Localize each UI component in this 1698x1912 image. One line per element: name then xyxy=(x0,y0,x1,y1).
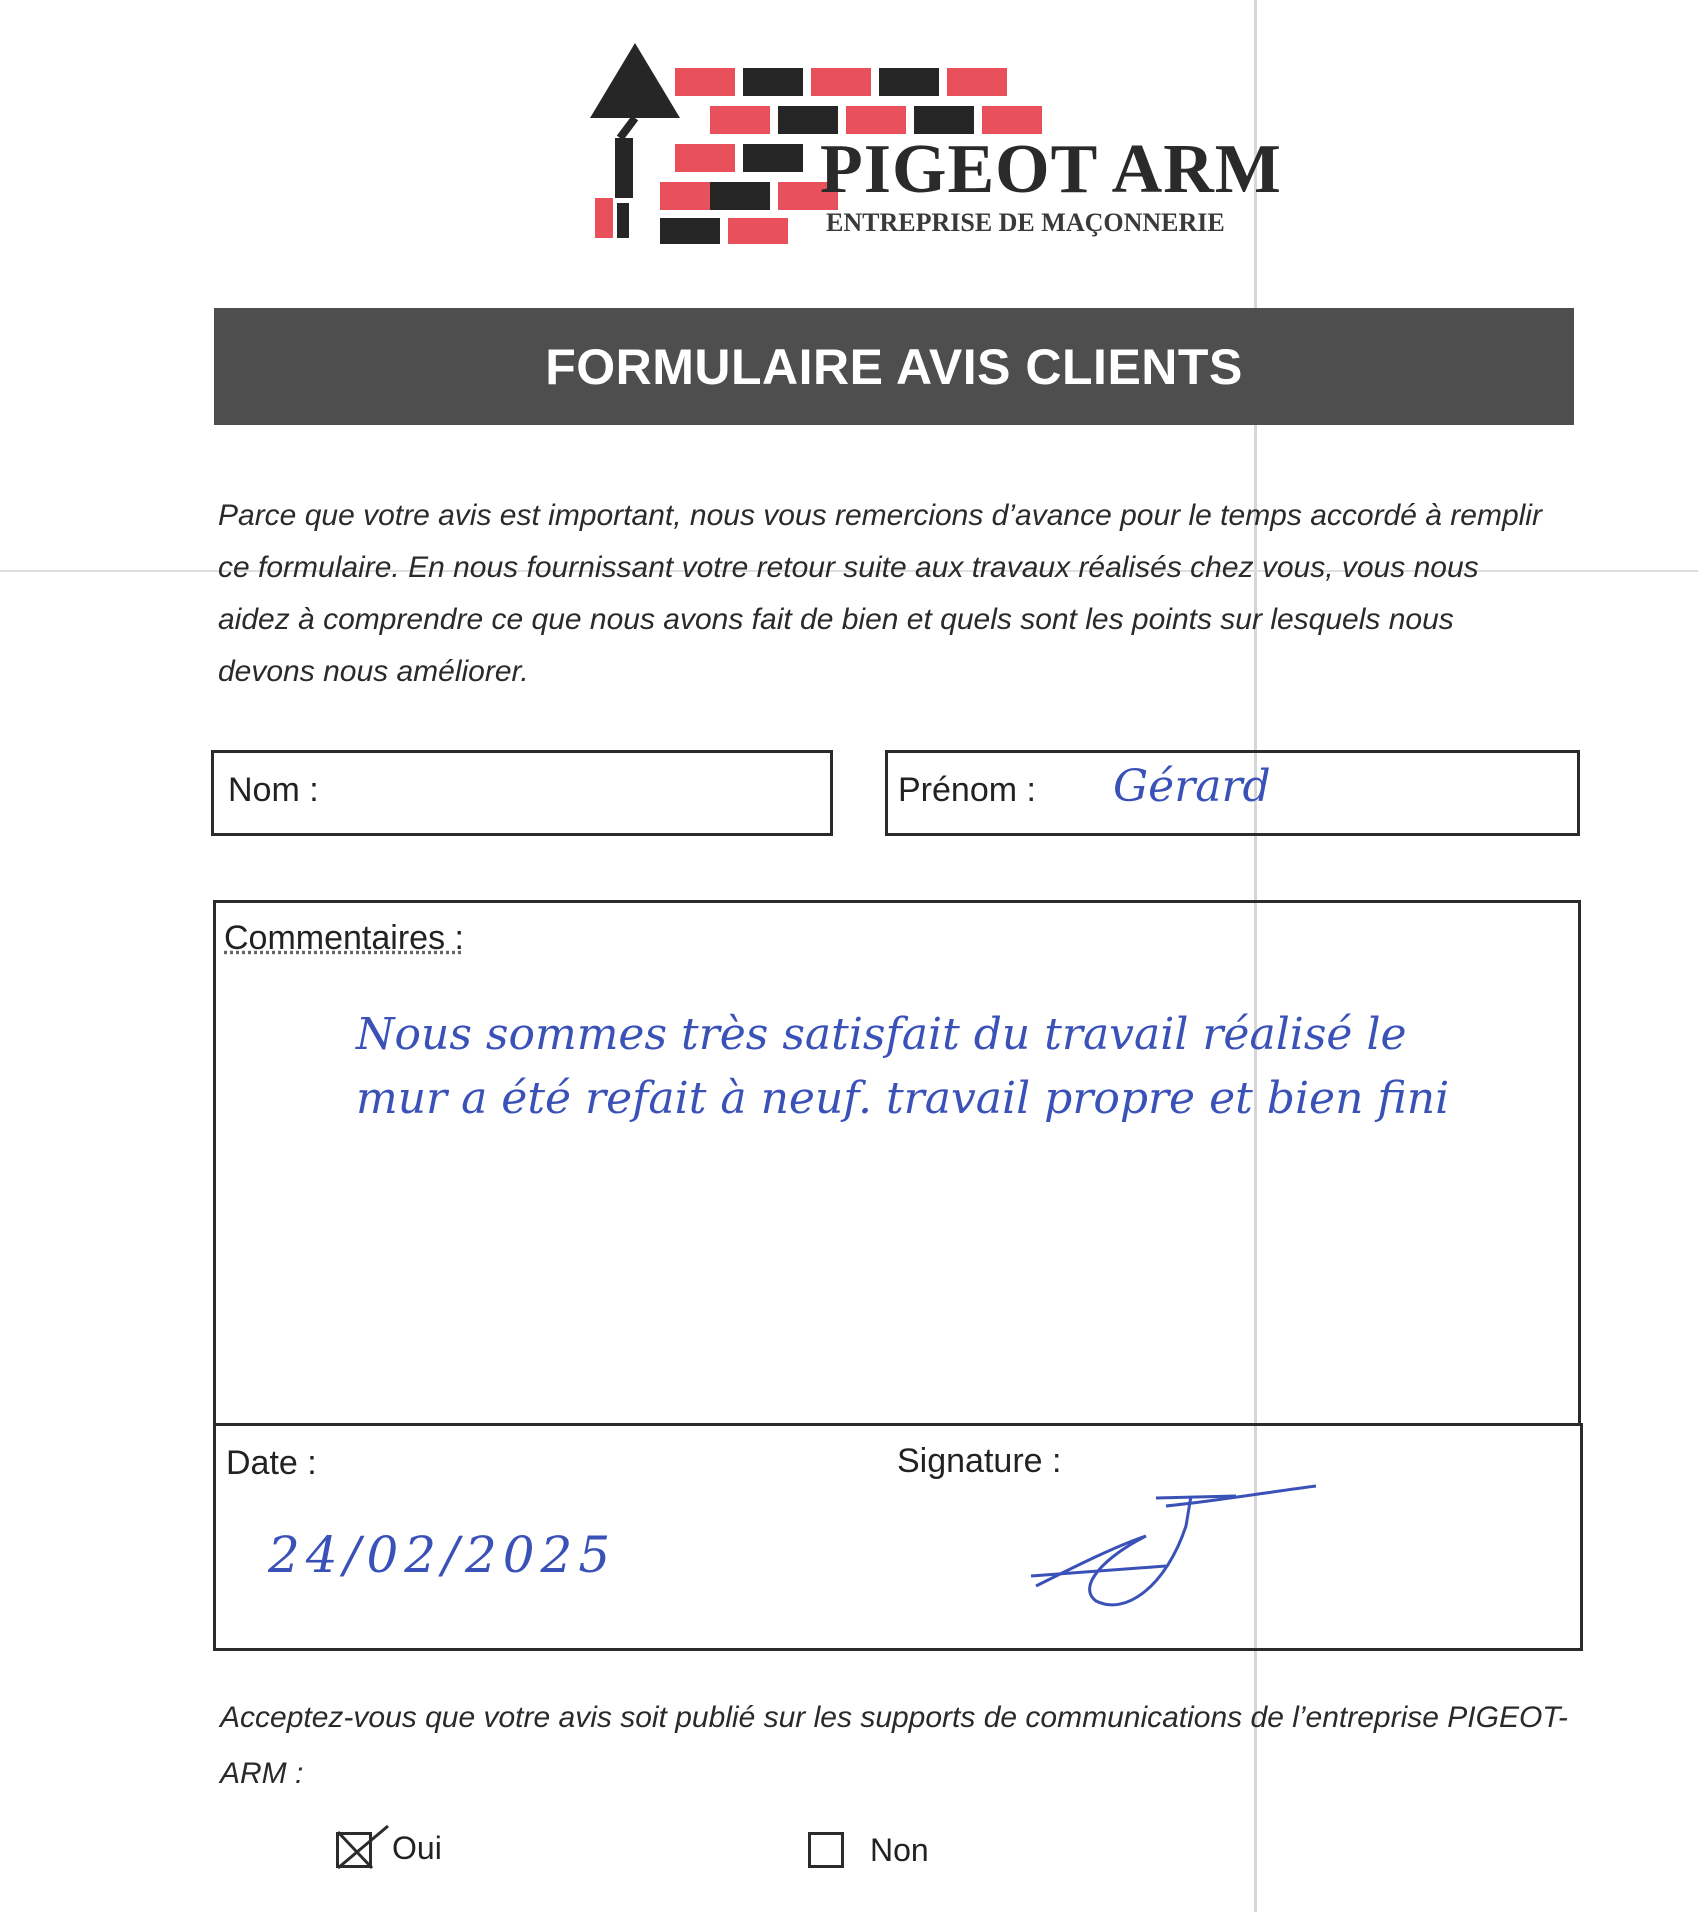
oui-label: Oui xyxy=(392,1830,442,1866)
comments-label: Commentaires : xyxy=(224,919,464,957)
non-label: Non xyxy=(870,1832,929,1868)
non-checkbox[interactable] xyxy=(808,1832,844,1868)
prenom-value: Gérard xyxy=(1113,761,1271,812)
title-bar xyxy=(214,308,1574,425)
nom-label: Nom : xyxy=(228,771,319,809)
intro-paragraph: Parce que votre avis est important, nous vous remercions d’avance pour le temps accordé à remplir ce formulaire. En nous fournissant votre retour suite aux travaux réalisés chez vous, vous nous aidez à comprendre ce que nous avons fait de bien et quels sont les points sur lesquels nous devons nous améliorer. xyxy=(218,499,1542,688)
comments-value: Nous sommes très satisfait du travail réalisé le mur a été refait à neuf. travail propre et bien fini xyxy=(356,1009,1450,1124)
comments-field[interactable] xyxy=(213,900,1581,1426)
prenom-field[interactable] xyxy=(885,750,1580,836)
form-title: FORMULAIRE AVIS CLIENTS xyxy=(545,338,1243,395)
signature-label: Signature : xyxy=(897,1442,1062,1480)
logo-wordmark: PIGEOT ARM xyxy=(820,131,1282,208)
publication-consent-question: Acceptez-vous que votre avis soit publié sur les supports de communications de l’entreprise PIGEOT-ARM : xyxy=(220,1701,1568,1790)
date-label: Date : xyxy=(226,1444,317,1482)
prenom-label: Prénom : xyxy=(898,771,1036,809)
logo-tagline: ENTREPRISE DE MAÇONNERIE xyxy=(826,208,1225,237)
date-value[interactable]: 24/02/2025 xyxy=(268,1526,617,1584)
signature-drawing[interactable] xyxy=(1016,1466,1356,1626)
nom-field[interactable] xyxy=(211,750,833,836)
date-signature-section xyxy=(213,1423,1583,1651)
